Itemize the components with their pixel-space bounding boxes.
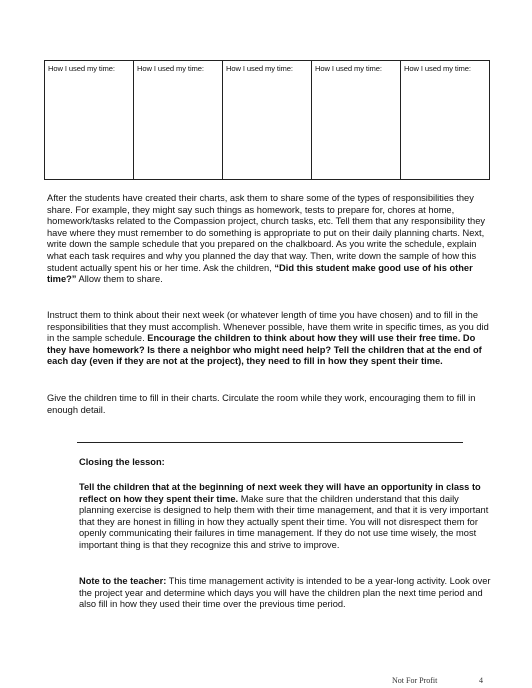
text-run-bold: Encourage the children to think about how they will use their free time. Do they have homework? Is there a neighbor who might need help? Tell the children that at the end of each day (even if they are not at the project), they need to fill in how they spent their time.: [47, 333, 482, 367]
table-header-cell: How I used my time:: [223, 61, 312, 180]
text-run: Instruct them to think about their next week (or whatever length of time you have chosen) and to fill in the responsibilities that they must accomplish. Whenever possible, have them write in specific times, as you did in the sample schedule.: [47, 310, 489, 344]
table-header-cell: How I used my time:: [134, 61, 223, 180]
paragraph-fill-charts: [47, 393, 491, 416]
text-run: This time management activity is intended to be a year-long activity. Look over the project year and determine which days you will have the children plan the next time period and also fill in how they used their time over the previous time period.: [79, 576, 491, 610]
text-run: After the students have created their charts, ask them to share some of the types of responsibilities they share. For example, they might say such things as homework, tests to prepare for, chores at home, homework/tasks related to the Compassion project, church tasks, etc. Tell them that any responsibility they have where they must remember to do something is appropriate to put on their daily planning charts. Next, write down the sample schedule that you prepared on the chalkboard. As you write the schedule, explain what each task requires and why you planned the day that way. Then, write down the sample of how this student actually spent his or her time. Ask the children,: [47, 193, 486, 273]
table-header-cell: How I used my time:: [45, 61, 134, 180]
table-header-cell: How I used my time:: [401, 61, 490, 180]
text-run-bold: Note to the teacher:: [79, 576, 167, 586]
text-run-bold: “Did this student make good use of his other time?”: [47, 262, 473, 285]
closing-heading: Closing the lesson:: [79, 457, 165, 467]
section-divider: [77, 442, 463, 443]
teacher-note-paragraph: [79, 576, 494, 611]
footer-label: Not For Profit: [392, 676, 438, 685]
text-run: Make sure that the children understand that this daily planning exercise is designed to help them with their time management, and that it is very important that they are honest in filling in how they actually spent their time. You will not disrespect them for openly communicating their failures in time management. If they do not use time wisely, the most important thing is that they recognize this and strive to improve.: [79, 493, 489, 550]
text-run: Give the children time to fill in their charts. Circulate the room while they work, encouraging them to fill in enough detail.: [47, 393, 476, 415]
closing-paragraph: [79, 482, 494, 552]
table-header-cell: How I used my time:: [312, 61, 401, 180]
time-usage-table: [44, 60, 490, 180]
page-number: 4: [479, 676, 483, 685]
paragraph-share-responsibilities: [47, 193, 491, 286]
table-row: [45, 61, 490, 180]
text-run-bold: Tell the children that at the beginning of next week they will have an opportunity in class to reflect on how they spent their time.: [79, 482, 481, 504]
text-run: Allow them to share.: [76, 274, 163, 285]
paragraph-next-week-instructions: [47, 310, 491, 368]
